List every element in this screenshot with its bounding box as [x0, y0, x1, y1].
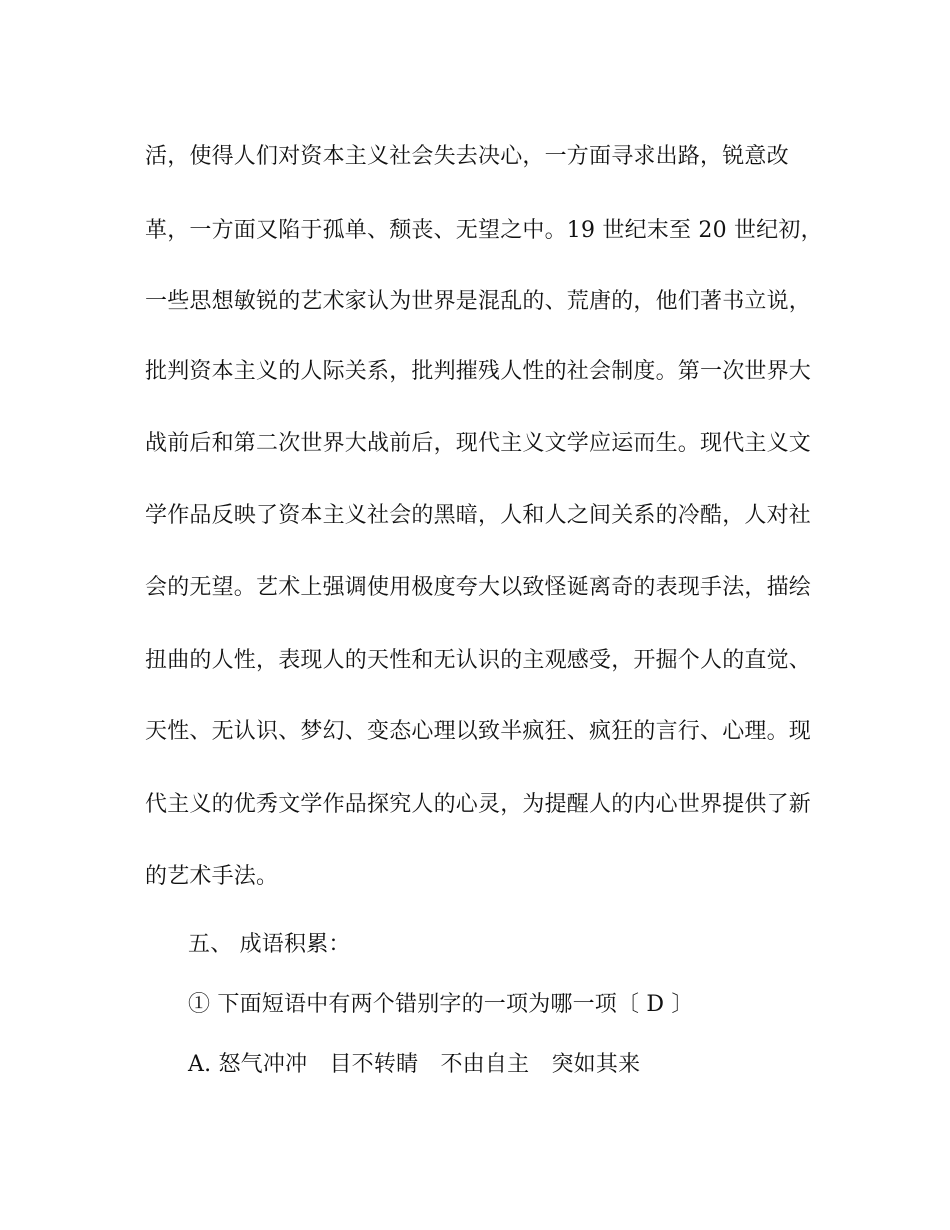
paragraph-line-8: 扭曲的人性，表现人的天性和无认识的主观感受，开掘个人的直觉、	[145, 648, 812, 673]
paragraph-line-1: 活，使得人们对资本主义社会失去决心，一方面寻求出路，锐意改	[145, 144, 789, 169]
paragraph-line-3: 一些思想敏锐的艺术家认为世界是混乱的、荒唐的，他们著书立说，	[145, 289, 812, 314]
paragraph-line-4: 批判资本主义的人际关系，批判摧残人性的社会制度。第一次世界大	[145, 359, 812, 384]
paragraph-line-9: 天性、无认识、梦幻、变态心理以致半疯狂、疯狂的言行、心理。现	[145, 719, 812, 744]
paragraph-line-2: 革，一方面又陷于孤单、颓丧、无望之中。19 世纪末至 20 世纪初，	[145, 218, 823, 243]
section-heading: 五、 成语积累：	[188, 932, 351, 957]
question-text: ① 下面短语中有两个错别字的一项为哪一项〔 D 〕	[188, 992, 694, 1017]
option-a: A. 怒气冲冲 目不转睛 不由自主 突如其来	[188, 1052, 641, 1077]
paragraph-line-6: 学作品反映了资本主义社会的黑暗，人和人之间关系的冷酷，人对社	[145, 503, 812, 528]
paragraph-line-5: 战前后和第二次世界大战前后，现代主义文学应运而生。现代主义文	[145, 431, 812, 456]
paragraph-line-11: 的艺术手法。	[145, 864, 279, 889]
paragraph-line-7: 会的无望。艺术上强调使用极度夸大以致怪诞离奇的表现手法，描绘	[145, 575, 812, 600]
paragraph-line-10: 代主义的优秀文学作品探究人的心灵，为提醒人的内心世界提供了新	[145, 792, 812, 817]
